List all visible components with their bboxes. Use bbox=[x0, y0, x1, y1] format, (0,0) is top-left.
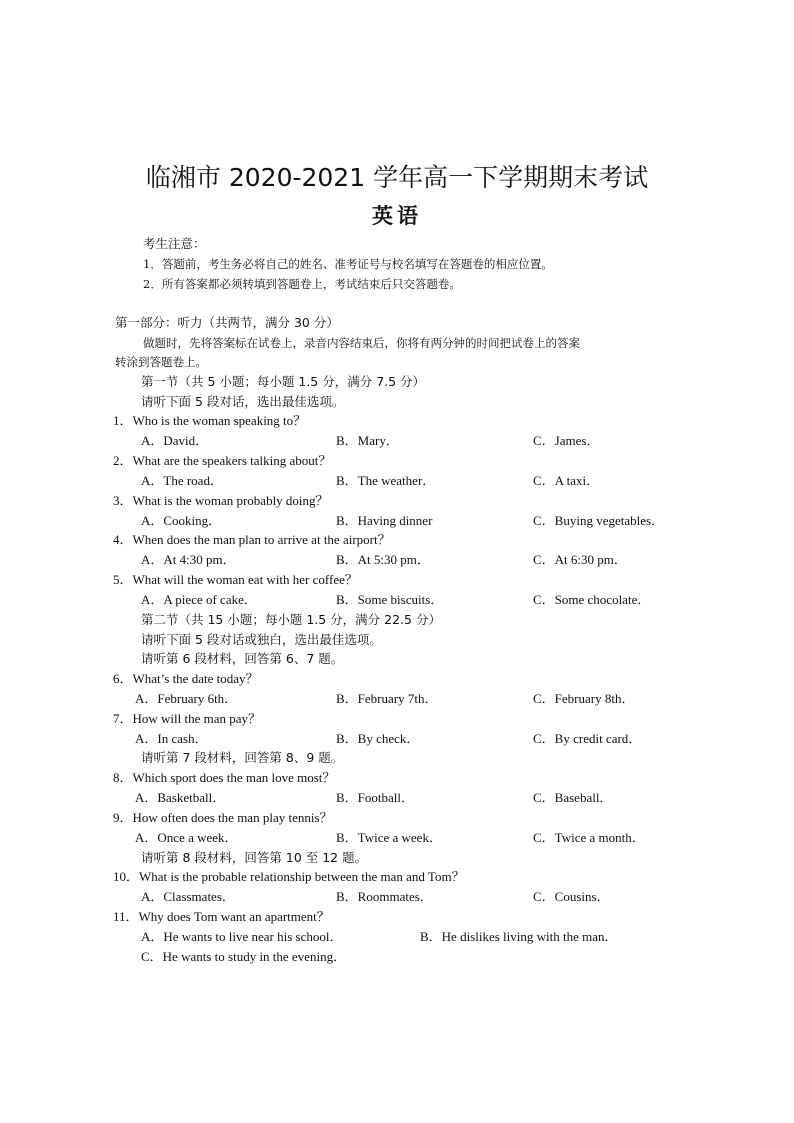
q9-option-c: C．Twice a month． bbox=[533, 830, 645, 845]
q9-option-a: A．Once a week． bbox=[135, 830, 238, 845]
q7-option-a: A．In cash． bbox=[135, 731, 208, 746]
notice-heading: 考生注意： bbox=[143, 236, 206, 251]
question-5: 5．What will the woman eat with her coffee？ bbox=[113, 572, 358, 587]
question-6: 6．What’s the date today？ bbox=[113, 671, 259, 686]
q7-option-b: B．By check． bbox=[336, 731, 420, 746]
exam-title: 临湘市 2020-2021 学年高一下学期期末考试 bbox=[145, 163, 649, 192]
q5-option-b: B．Some biscuits． bbox=[336, 592, 444, 607]
q5-option-a: A．A piece of cake． bbox=[141, 592, 257, 607]
q9-option-b: B．Twice a week． bbox=[336, 830, 442, 845]
part1-intro-line2: 转涂到答题卷上。 bbox=[115, 355, 207, 369]
section1-heading: 第一节（共 5 小题；每小题 1.5 分，满分 7.5 分） bbox=[141, 374, 426, 389]
q4-option-c: C．At 6:30 pm． bbox=[533, 552, 627, 567]
material-7-instruction: 请听第 7 段材料，回答第 8、9 题。 bbox=[141, 750, 344, 765]
q8-option-c: C．Baseball． bbox=[533, 790, 613, 805]
q3-option-c: C．Buying vegetables． bbox=[533, 513, 665, 528]
notice-item-1: 1．答题前，考生务必将自己的姓名、准考证号与校名填写在答题卷的相应位置。 bbox=[143, 257, 553, 271]
section2-instruction: 请听下面 5 段对话或独白，选出最佳选项。 bbox=[141, 632, 382, 647]
question-3: 3．What is the woman probably doing？ bbox=[113, 493, 329, 508]
q4-option-b: B．At 5:30 pm． bbox=[336, 552, 430, 567]
q10-option-a: A．Classmates． bbox=[141, 889, 235, 904]
q10-option-c: C．Cousins． bbox=[533, 889, 610, 904]
notice-item-2: 2．所有答案都必须转填到答题卷上，考试结束后只交答题卷。 bbox=[143, 277, 461, 291]
q5-option-c: C．Some chocolate． bbox=[533, 592, 651, 607]
q7-option-c: C．By credit card． bbox=[533, 731, 642, 746]
question-1: 1．Who is the woman speaking to？ bbox=[113, 413, 307, 428]
q6-option-b: B．February 7th． bbox=[336, 691, 438, 706]
q8-option-a: A．Basketball． bbox=[135, 790, 226, 805]
q11-option-b: B．He dislikes living with the man． bbox=[420, 929, 618, 944]
exam-subject: 英语 bbox=[372, 204, 422, 228]
q2-option-c: C．A taxi． bbox=[533, 473, 600, 488]
question-2: 2．What are the speakers talking about？ bbox=[113, 453, 332, 468]
question-4: 4．When does the man plan to arrive at the airport？ bbox=[113, 532, 391, 547]
q3-option-b: B．Having dinner bbox=[336, 513, 433, 528]
q3-option-a: A．Cooking． bbox=[141, 513, 222, 528]
q1-option-c: C．James． bbox=[533, 433, 600, 448]
q8-option-b: B．Football． bbox=[336, 790, 415, 805]
q2-option-a: A．The road． bbox=[141, 473, 223, 488]
q1-option-a: A．David． bbox=[141, 433, 209, 448]
part1-intro-line1: 做题时，先将答案标在试卷上，录音内容结束后，你将有两分钟的时间把试卷上的答案 bbox=[143, 336, 580, 350]
section2-heading: 第二节（共 15 小题；每小题 1.5 分，满分 22.5 分） bbox=[141, 612, 441, 627]
question-11: 11．Why does Tom want an apartment？ bbox=[113, 909, 330, 924]
material-8-instruction: 请听第 8 段材料，回答第 10 至 12 题。 bbox=[141, 850, 368, 865]
question-8: 8．Which sport does the man love most？ bbox=[113, 770, 336, 785]
section1-instruction: 请听下面 5 段对话，选出最佳选项。 bbox=[141, 394, 345, 409]
q11-option-a: A．He wants to live near his school． bbox=[141, 929, 343, 944]
material-6-instruction: 请听第 6 段材料，回答第 6、7 题。 bbox=[141, 651, 344, 666]
q1-option-b: B．Mary． bbox=[336, 433, 399, 448]
question-10: 10．What is the probable relationship between the man and Tom？ bbox=[113, 869, 465, 884]
question-7: 7．How will the man pay？ bbox=[113, 711, 262, 726]
q10-option-b: B．Roommates． bbox=[336, 889, 433, 904]
q6-option-a: A．February 6th． bbox=[135, 691, 238, 706]
q4-option-a: A．At 4:30 pm． bbox=[141, 552, 236, 567]
q11-option-c: C．He wants to study in the evening． bbox=[141, 949, 347, 964]
q6-option-c: C．February 8th． bbox=[533, 691, 635, 706]
q2-option-b: B．The weather． bbox=[336, 473, 436, 488]
part1-heading: 第一部分：听力（共两节，满分 30 分） bbox=[115, 315, 339, 330]
question-9: 9．How often does the man play tennis？ bbox=[113, 810, 333, 825]
